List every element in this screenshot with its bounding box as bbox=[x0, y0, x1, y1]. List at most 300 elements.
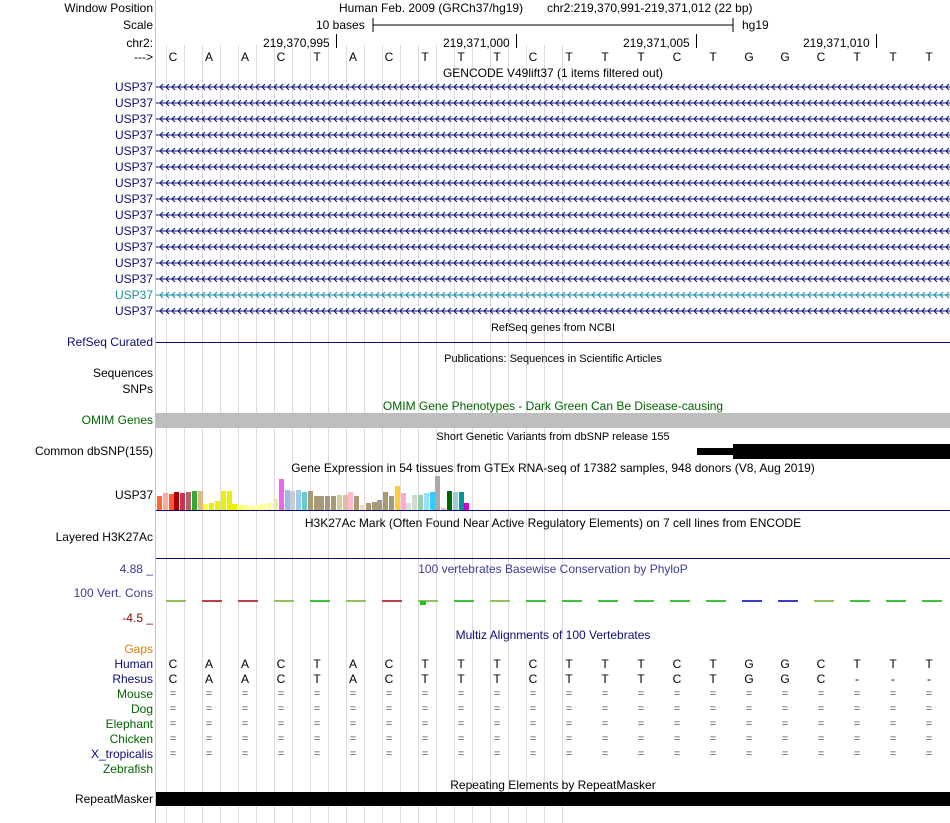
gtex-tissue-bar[interactable] bbox=[464, 503, 469, 510]
phylop-score-mark[interactable] bbox=[670, 600, 690, 602]
multiz-alignment-base: = bbox=[313, 703, 321, 715]
base-letter: T bbox=[421, 50, 429, 64]
base-letter: T bbox=[493, 50, 501, 64]
multiz-alignment-base: = bbox=[853, 733, 861, 745]
base-letter: T bbox=[925, 50, 933, 64]
multiz-alignment-base: = bbox=[673, 688, 681, 700]
gencode-gene-label[interactable]: USP37 bbox=[114, 208, 153, 222]
gencode-gene-intron-line[interactable] bbox=[156, 193, 950, 205]
phylop-wiggle[interactable] bbox=[156, 590, 950, 610]
gencode-gene-intron-line[interactable] bbox=[156, 161, 950, 173]
multiz-alignment-base: = bbox=[817, 733, 825, 745]
gtex-tissue-bar[interactable] bbox=[285, 490, 290, 510]
multiz-alignment-base: = bbox=[385, 688, 393, 700]
multiz-alignment-base: = bbox=[637, 718, 645, 730]
phylop-score-mark[interactable] bbox=[922, 600, 942, 602]
multiz-alignment-base: = bbox=[169, 718, 177, 730]
gtex-tissue-bar[interactable] bbox=[157, 496, 162, 510]
gencode-gene-label[interactable]: USP37 bbox=[114, 272, 153, 286]
gtex-tissue-bar[interactable] bbox=[366, 503, 371, 510]
multiz-alignment-base: = bbox=[385, 703, 393, 715]
multiz-alignment-base: A bbox=[240, 672, 249, 686]
multiz-alignment-base: - bbox=[891, 672, 895, 686]
gtex-tissue-bar[interactable] bbox=[267, 503, 272, 510]
multiz-alignment-base: C bbox=[672, 657, 682, 671]
phylop-track-title[interactable]: 100 vertebrates Basewise Conservation by PhyloP bbox=[418, 562, 688, 576]
gtex-tissue-bar[interactable] bbox=[174, 492, 179, 510]
gtex-tissue-bar[interactable] bbox=[279, 479, 284, 510]
chrom-label: chr2: bbox=[126, 36, 153, 50]
multiz-alignment-base: = bbox=[709, 688, 717, 700]
phylop-score-mark[interactable] bbox=[238, 600, 258, 602]
h3k27ac-track-title[interactable]: H3K27Ac Mark (Often Found Near Active Regulatory Elements) on 7 cell lines from ENCODE bbox=[304, 516, 802, 530]
gencode-gene-label[interactable]: USP37 bbox=[114, 224, 153, 238]
multiz-alignment-base: = bbox=[313, 688, 321, 700]
phylop-score-mark[interactable] bbox=[598, 600, 618, 602]
base-letter: T bbox=[853, 50, 861, 64]
gencode-gene-label[interactable]: USP37 bbox=[114, 160, 153, 174]
gtex-tissue-bar[interactable] bbox=[406, 503, 411, 510]
multiz-alignment-base: = bbox=[673, 703, 681, 715]
multiz-alignment-base: = bbox=[565, 733, 573, 745]
multiz-alignment-base: = bbox=[421, 748, 429, 760]
gtex-tissue-bar[interactable] bbox=[221, 491, 226, 510]
multiz-alignment-base: = bbox=[313, 733, 321, 745]
multiz-species-label[interactable]: Human bbox=[114, 657, 153, 671]
gencode-gene-label[interactable]: USP37 bbox=[114, 288, 153, 302]
gtex-tissue-bar[interactable] bbox=[319, 496, 324, 510]
multiz-alignment-base: C bbox=[816, 657, 826, 671]
gtex-tissue-bar[interactable] bbox=[296, 490, 301, 510]
multiz-alignment-base: G bbox=[780, 672, 790, 686]
gencode-gene-intron-line[interactable] bbox=[156, 177, 950, 189]
multiz-alignment-base: = bbox=[277, 733, 285, 745]
base-letter: C bbox=[528, 50, 538, 64]
multiz-alignment-base: = bbox=[637, 748, 645, 760]
gtex-tissue-bar[interactable] bbox=[389, 496, 394, 510]
gtex-tissue-bar[interactable] bbox=[186, 492, 191, 510]
gencode-gene-intron-line[interactable] bbox=[156, 209, 950, 221]
gtex-tissue-bar[interactable] bbox=[453, 492, 458, 510]
base-letter: G bbox=[780, 50, 790, 64]
gtex-tissue-bar[interactable] bbox=[459, 492, 464, 510]
phylop-score-mark[interactable] bbox=[706, 600, 726, 602]
multiz-alignment-base: = bbox=[385, 733, 393, 745]
scale-text: 10 bases bbox=[316, 18, 365, 32]
multiz-alignment-base: T bbox=[421, 657, 429, 671]
phylop-score-mark[interactable] bbox=[420, 601, 426, 605]
gencode-gene-label[interactable]: USP37 bbox=[114, 192, 153, 206]
gencode-gene-label[interactable]: USP37 bbox=[114, 96, 153, 110]
multiz-alignment-base: A bbox=[204, 657, 213, 671]
gtex-tissue-bar[interactable] bbox=[198, 491, 203, 510]
gencode-gene-label[interactable]: USP37 bbox=[114, 240, 153, 254]
multiz-alignment-base: = bbox=[349, 688, 357, 700]
base-letter: C bbox=[276, 50, 286, 64]
omim-track-title[interactable]: OMIM Gene Phenotypes - Dark Green Can Be Disease-causing bbox=[382, 399, 724, 413]
strand-label: ---> bbox=[134, 50, 153, 64]
multiz-alignment-base: = bbox=[745, 688, 753, 700]
phylop-max-label: 4.88 _ bbox=[119, 562, 153, 576]
multiz-alignment-base: T bbox=[493, 657, 501, 671]
multiz-alignment-base: = bbox=[421, 733, 429, 745]
multiz-alignment-base: = bbox=[205, 733, 213, 745]
h3k27ac-label[interactable]: Layered H3K27Ac bbox=[55, 530, 153, 544]
phylop-label[interactable]: 100 Vert. Cons bbox=[73, 586, 153, 600]
gtex-gene-label[interactable]: USP37 bbox=[114, 488, 153, 502]
gencode-gene-label[interactable]: USP37 bbox=[114, 176, 153, 190]
multiz-species-label[interactable]: Mouse bbox=[116, 687, 153, 701]
multiz-alignment-base: = bbox=[529, 748, 537, 760]
tick-mark bbox=[696, 34, 697, 48]
multiz-alignment-base: = bbox=[817, 703, 825, 715]
multiz-alignment-base: = bbox=[565, 703, 573, 715]
multiz-alignment-base: = bbox=[709, 703, 717, 715]
multiz-alignment-base: = bbox=[241, 748, 249, 760]
multiz-alignment-base: = bbox=[889, 703, 897, 715]
phylop-score-mark[interactable] bbox=[310, 600, 330, 602]
base-letter: G bbox=[744, 50, 754, 64]
multiz-alignment-base: = bbox=[313, 748, 321, 760]
phylop-score-mark[interactable] bbox=[850, 600, 870, 602]
multiz-alignment-base: = bbox=[169, 688, 177, 700]
multiz-alignment-base: = bbox=[745, 733, 753, 745]
scale-label: Scale bbox=[122, 18, 153, 32]
gtex-tissue-bar[interactable] bbox=[290, 491, 295, 510]
multiz-alignment-base: = bbox=[673, 733, 681, 745]
gtex-tissue-bar[interactable] bbox=[430, 492, 435, 510]
multiz-alignment-base: T bbox=[601, 672, 609, 686]
tick-label: 219,370,995 bbox=[263, 36, 330, 50]
multiz-alignment-base: = bbox=[925, 688, 933, 700]
multiz-alignment-base: = bbox=[745, 748, 753, 760]
multiz-alignment-base: T bbox=[601, 657, 609, 671]
gtex-tissue-bar[interactable] bbox=[418, 495, 423, 510]
multiz-alignment-base: = bbox=[781, 718, 789, 730]
phylop-score-mark[interactable] bbox=[526, 600, 546, 602]
dbsnp-track-title[interactable]: Short Genetic Variants from dbSNP release 155 bbox=[436, 431, 670, 443]
multiz-alignment-base: C bbox=[276, 657, 286, 671]
phylop-score-mark[interactable] bbox=[166, 600, 186, 602]
multiz-alignment-base: = bbox=[709, 733, 717, 745]
gtex-tissue-bar[interactable] bbox=[163, 493, 168, 510]
gtex-track-title[interactable]: Gene Expression in 54 tissues from GTEx RNA-seq of 17382 samples, 948 donors (V8, Aug 2019) bbox=[291, 461, 815, 475]
phylop-score-mark[interactable] bbox=[742, 600, 762, 602]
multiz-alignment-base: A bbox=[204, 672, 213, 686]
multiz-alignment-base: G bbox=[744, 672, 754, 686]
multiz-alignment-base: T bbox=[493, 672, 501, 686]
multiz-alignment-base: T bbox=[457, 657, 465, 671]
gtex-tissue-bar[interactable] bbox=[412, 495, 417, 510]
multiz-species-label[interactable]: X_tropicalis bbox=[90, 747, 153, 761]
multiz-alignment-base: = bbox=[817, 718, 825, 730]
multiz-alignment-base: = bbox=[925, 703, 933, 715]
gencode-gene-label[interactable]: USP37 bbox=[114, 128, 153, 142]
multiz-alignment-base: = bbox=[637, 703, 645, 715]
multiz-alignment-base: = bbox=[349, 733, 357, 745]
multiz-alignment-base: A bbox=[348, 657, 357, 671]
tick-label: 219,371,010 bbox=[803, 36, 870, 50]
gtex-tissue-bar[interactable] bbox=[308, 491, 313, 510]
gtex-tissue-bar[interactable] bbox=[354, 496, 359, 510]
multiz-alignment-base: = bbox=[529, 703, 537, 715]
publications-track-title[interactable]: Publications: Sequences in Scientific Articles bbox=[444, 353, 662, 365]
phylop-score-mark[interactable] bbox=[886, 600, 906, 602]
multiz-alignment-base: = bbox=[673, 748, 681, 760]
multiz-alignment-base: = bbox=[889, 748, 897, 760]
gencode-gene-intron-line[interactable] bbox=[156, 129, 950, 141]
gtex-tissue-bar[interactable] bbox=[372, 502, 377, 510]
multiz-alignment-base: = bbox=[457, 733, 465, 745]
multiz-alignment-base: = bbox=[277, 688, 285, 700]
gencode-gene-intron-line[interactable] bbox=[156, 97, 950, 109]
multiz-alignment-base: = bbox=[493, 733, 501, 745]
multiz-species-label[interactable]: Chicken bbox=[109, 732, 153, 746]
gtex-tissue-bar[interactable] bbox=[383, 492, 388, 510]
phylop-score-mark[interactable] bbox=[814, 600, 834, 602]
multiz-alignment-base: = bbox=[277, 718, 285, 730]
omim-gene-bar[interactable] bbox=[156, 413, 950, 428]
scale-bar bbox=[370, 17, 738, 33]
gencode-gene-intron-line[interactable] bbox=[156, 241, 950, 253]
multiz-alignment-base: = bbox=[169, 703, 177, 715]
multiz-alignment-base: G bbox=[780, 657, 790, 671]
phylop-score-mark[interactable] bbox=[346, 600, 366, 602]
multiz-alignment-base: C bbox=[276, 672, 286, 686]
multiz-alignment-base: C bbox=[672, 672, 682, 686]
multiz-alignment-base: = bbox=[241, 703, 249, 715]
gaps-label[interactable]: Gaps bbox=[124, 642, 153, 656]
multiz-alignment-base: = bbox=[853, 688, 861, 700]
multiz-alignment-base: T bbox=[925, 657, 933, 671]
multiz-alignment-base: = bbox=[565, 718, 573, 730]
tick-mark bbox=[516, 34, 517, 48]
dbsnp-label[interactable]: Common dbSNP(155) bbox=[34, 444, 153, 458]
gencode-gene-intron-line[interactable] bbox=[156, 113, 950, 125]
gencode-gene-label[interactable]: USP37 bbox=[114, 80, 153, 94]
multiz-alignment-base: C bbox=[528, 657, 538, 671]
multiz-alignment-base: = bbox=[745, 718, 753, 730]
multiz-alignment-base: = bbox=[781, 688, 789, 700]
multiz-alignment-base: T bbox=[637, 672, 645, 686]
multiz-alignment-base: = bbox=[709, 748, 717, 760]
multiz-alignment-base: = bbox=[421, 718, 429, 730]
refseq-track-title[interactable]: RefSeq genes from NCBI bbox=[490, 322, 616, 334]
gtex-tissue-bar[interactable] bbox=[331, 496, 336, 510]
multiz-alignment-base: C bbox=[384, 672, 394, 686]
base-letter: C bbox=[168, 50, 178, 64]
multiz-alignment-base: = bbox=[889, 733, 897, 745]
multiz-alignment-base: = bbox=[457, 718, 465, 730]
multiz-alignment-base: T bbox=[565, 657, 573, 671]
base-letter: A bbox=[204, 50, 213, 64]
gencode-track-title[interactable]: GENCODE V49lift37 (1 items filtered out) bbox=[442, 66, 664, 80]
multiz-alignment-base: = bbox=[637, 688, 645, 700]
gtex-tissue-bar[interactable] bbox=[401, 493, 406, 510]
multiz-alignment-base: C bbox=[168, 672, 178, 686]
multiz-alignment-base: = bbox=[853, 703, 861, 715]
multiz-alignment-base: = bbox=[781, 748, 789, 760]
multiz-alignment-base: T bbox=[421, 672, 429, 686]
repeatmasker-label[interactable]: RepeatMasker bbox=[74, 792, 153, 806]
multiz-alignment-base: = bbox=[529, 688, 537, 700]
gtex-tissue-bar[interactable] bbox=[435, 476, 440, 510]
phylop-score-mark[interactable] bbox=[274, 600, 294, 602]
base-letter: A bbox=[348, 50, 357, 64]
multiz-alignment-base: = bbox=[817, 688, 825, 700]
multiz-alignment-base: = bbox=[493, 703, 501, 715]
multiz-alignment-base: = bbox=[745, 703, 753, 715]
multiz-alignment-base: = bbox=[889, 718, 897, 730]
snp-bar[interactable] bbox=[733, 444, 950, 459]
multiz-species-label[interactable]: Rhesus bbox=[112, 672, 153, 686]
gencode-gene-intron-line[interactable] bbox=[156, 273, 950, 285]
multiz-alignment-base: = bbox=[601, 748, 609, 760]
multiz-alignment-base: = bbox=[169, 733, 177, 745]
multiz-alignment-base: = bbox=[493, 688, 501, 700]
gtex-tissue-bar[interactable] bbox=[348, 492, 353, 510]
gtex-tissue-bar[interactable] bbox=[377, 500, 382, 510]
sequences-label[interactable]: Sequences bbox=[92, 366, 153, 380]
gtex-tissue-bar[interactable] bbox=[325, 496, 330, 510]
multiz-alignment-base: = bbox=[853, 718, 861, 730]
multiz-alignment-base: - bbox=[855, 672, 859, 686]
gencode-gene-label[interactable]: USP37 bbox=[114, 256, 153, 270]
base-letter: T bbox=[313, 50, 321, 64]
phylop-score-mark[interactable] bbox=[562, 600, 582, 602]
multiz-alignment-base: = bbox=[781, 733, 789, 745]
base-letter: T bbox=[637, 50, 645, 64]
omim-label[interactable]: OMIM Genes bbox=[81, 413, 153, 427]
gtex-tissue-bar[interactable] bbox=[314, 496, 319, 510]
multiz-alignment-base: C bbox=[168, 657, 178, 671]
multiz-alignment-base: = bbox=[205, 718, 213, 730]
multiz-alignment-base: = bbox=[457, 688, 465, 700]
gencode-gene-label[interactable]: USP37 bbox=[114, 304, 153, 318]
gtex-tissue-bar[interactable] bbox=[169, 494, 174, 510]
gencode-gene-intron-line[interactable] bbox=[156, 257, 950, 269]
multiz-alignment-base: = bbox=[493, 748, 501, 760]
multiz-alignment-base: = bbox=[241, 718, 249, 730]
gtex-tissue-bar[interactable] bbox=[395, 486, 400, 510]
gencode-gene-label[interactable]: USP37 bbox=[114, 112, 153, 126]
phylop-min-label: -4.5 _ bbox=[122, 611, 153, 625]
multiz-alignment-base: = bbox=[493, 718, 501, 730]
multiz-alignment-base: = bbox=[457, 703, 465, 715]
phylop-score-mark[interactable] bbox=[382, 600, 402, 602]
multiz-alignment-base: = bbox=[349, 718, 357, 730]
base-letter: C bbox=[672, 50, 682, 64]
h3k27ac-baseline bbox=[156, 558, 950, 559]
multiz-alignment-base: T bbox=[457, 672, 465, 686]
gencode-gene-label[interactable]: USP37 bbox=[114, 144, 153, 158]
multiz-alignment-base: T bbox=[709, 657, 717, 671]
multiz-alignment-base: T bbox=[709, 672, 717, 686]
gtex-tissue-bar[interactable] bbox=[273, 499, 278, 510]
multiz-alignment-base: = bbox=[529, 733, 537, 745]
multiz-alignment-base: = bbox=[637, 733, 645, 745]
multiz-alignment-base: = bbox=[421, 703, 429, 715]
gtex-gene-line bbox=[156, 510, 950, 511]
multiz-alignment-base: = bbox=[925, 733, 933, 745]
phylop-score-mark[interactable] bbox=[202, 600, 222, 602]
multiz-alignment-base: = bbox=[277, 748, 285, 760]
gencode-gene-intron-line[interactable] bbox=[156, 81, 950, 93]
multiz-alignment-base: C bbox=[816, 672, 826, 686]
multiz-species-label[interactable]: Dog bbox=[130, 702, 153, 716]
gtex-tissue-bar[interactable] bbox=[424, 493, 429, 510]
phylop-score-mark[interactable] bbox=[454, 600, 474, 602]
multiz-alignment-base: = bbox=[421, 688, 429, 700]
multiz-track-title[interactable]: Multiz Alignments of 100 Vertebrates bbox=[455, 628, 651, 642]
gtex-tissue-bar[interactable] bbox=[180, 493, 185, 510]
multiz-alignment-base: C bbox=[528, 672, 538, 686]
snp-indel-bar[interactable] bbox=[697, 448, 734, 455]
refseq-gene-line[interactable] bbox=[156, 342, 950, 343]
repeatmasker-bar[interactable] bbox=[156, 792, 950, 806]
tick-mark bbox=[876, 34, 877, 48]
multiz-alignment-base: = bbox=[313, 718, 321, 730]
phylop-score-mark[interactable] bbox=[634, 600, 654, 602]
multiz-alignment-base: = bbox=[241, 688, 249, 700]
multiz-alignment-base: = bbox=[673, 718, 681, 730]
refseq-label[interactable]: RefSeq Curated bbox=[66, 335, 153, 349]
gtex-tissue-bar[interactable] bbox=[302, 492, 307, 510]
base-letter: C bbox=[816, 50, 826, 64]
multiz-species-label[interactable]: Elephant bbox=[105, 717, 153, 731]
gencode-gene-intron-line[interactable] bbox=[156, 289, 950, 301]
multiz-alignment-base: = bbox=[709, 718, 717, 730]
multiz-alignment-base: = bbox=[853, 748, 861, 760]
gencode-gene-intron-line[interactable] bbox=[156, 145, 950, 157]
repeatmasker-track-title[interactable]: Repeating Elements by RepeatMasker bbox=[450, 778, 656, 792]
phylop-score-mark[interactable] bbox=[778, 600, 798, 602]
base-letter: T bbox=[709, 50, 717, 64]
base-letter: T bbox=[889, 50, 897, 64]
gencode-gene-intron-line[interactable] bbox=[156, 225, 950, 237]
base-letter: A bbox=[240, 50, 249, 64]
multiz-alignment-base: = bbox=[565, 688, 573, 700]
gencode-gene-intron-line[interactable] bbox=[156, 305, 950, 317]
multiz-alignment-base: T bbox=[637, 657, 645, 671]
multiz-alignment-base: T bbox=[889, 657, 897, 671]
phylop-score-mark[interactable] bbox=[490, 600, 510, 602]
multiz-alignment-base: = bbox=[925, 748, 933, 760]
multiz-alignment-base: = bbox=[889, 688, 897, 700]
gtex-tissue-bar[interactable] bbox=[192, 491, 197, 510]
gtex-tissue-bar[interactable] bbox=[447, 491, 452, 510]
multiz-alignment-base: - bbox=[927, 672, 931, 686]
db-text: hg19 bbox=[742, 18, 769, 32]
multiz-alignment-base: C bbox=[384, 657, 394, 671]
multiz-alignment-base: = bbox=[205, 688, 213, 700]
multiz-alignment-base: = bbox=[349, 703, 357, 715]
multiz-alignment-base: = bbox=[205, 748, 213, 760]
gtex-tissue-bar[interactable] bbox=[337, 495, 342, 510]
gtex-tissue-bar[interactable] bbox=[227, 491, 232, 510]
gtex-tissue-bar[interactable] bbox=[209, 503, 214, 510]
multiz-alignment-base: = bbox=[385, 718, 393, 730]
window-position-label: Window Position bbox=[64, 1, 153, 15]
tick-label: 219,371,005 bbox=[623, 36, 690, 50]
snps-label[interactable]: SNPs bbox=[122, 382, 153, 396]
multiz-alignment-base: = bbox=[385, 748, 393, 760]
gtex-tissue-bar[interactable] bbox=[215, 501, 220, 510]
multiz-species-label[interactable]: Zebrafish bbox=[102, 762, 153, 776]
multiz-alignment-base: = bbox=[601, 718, 609, 730]
gtex-tissue-bar[interactable] bbox=[343, 495, 348, 510]
multiz-alignment-base: = bbox=[277, 703, 285, 715]
